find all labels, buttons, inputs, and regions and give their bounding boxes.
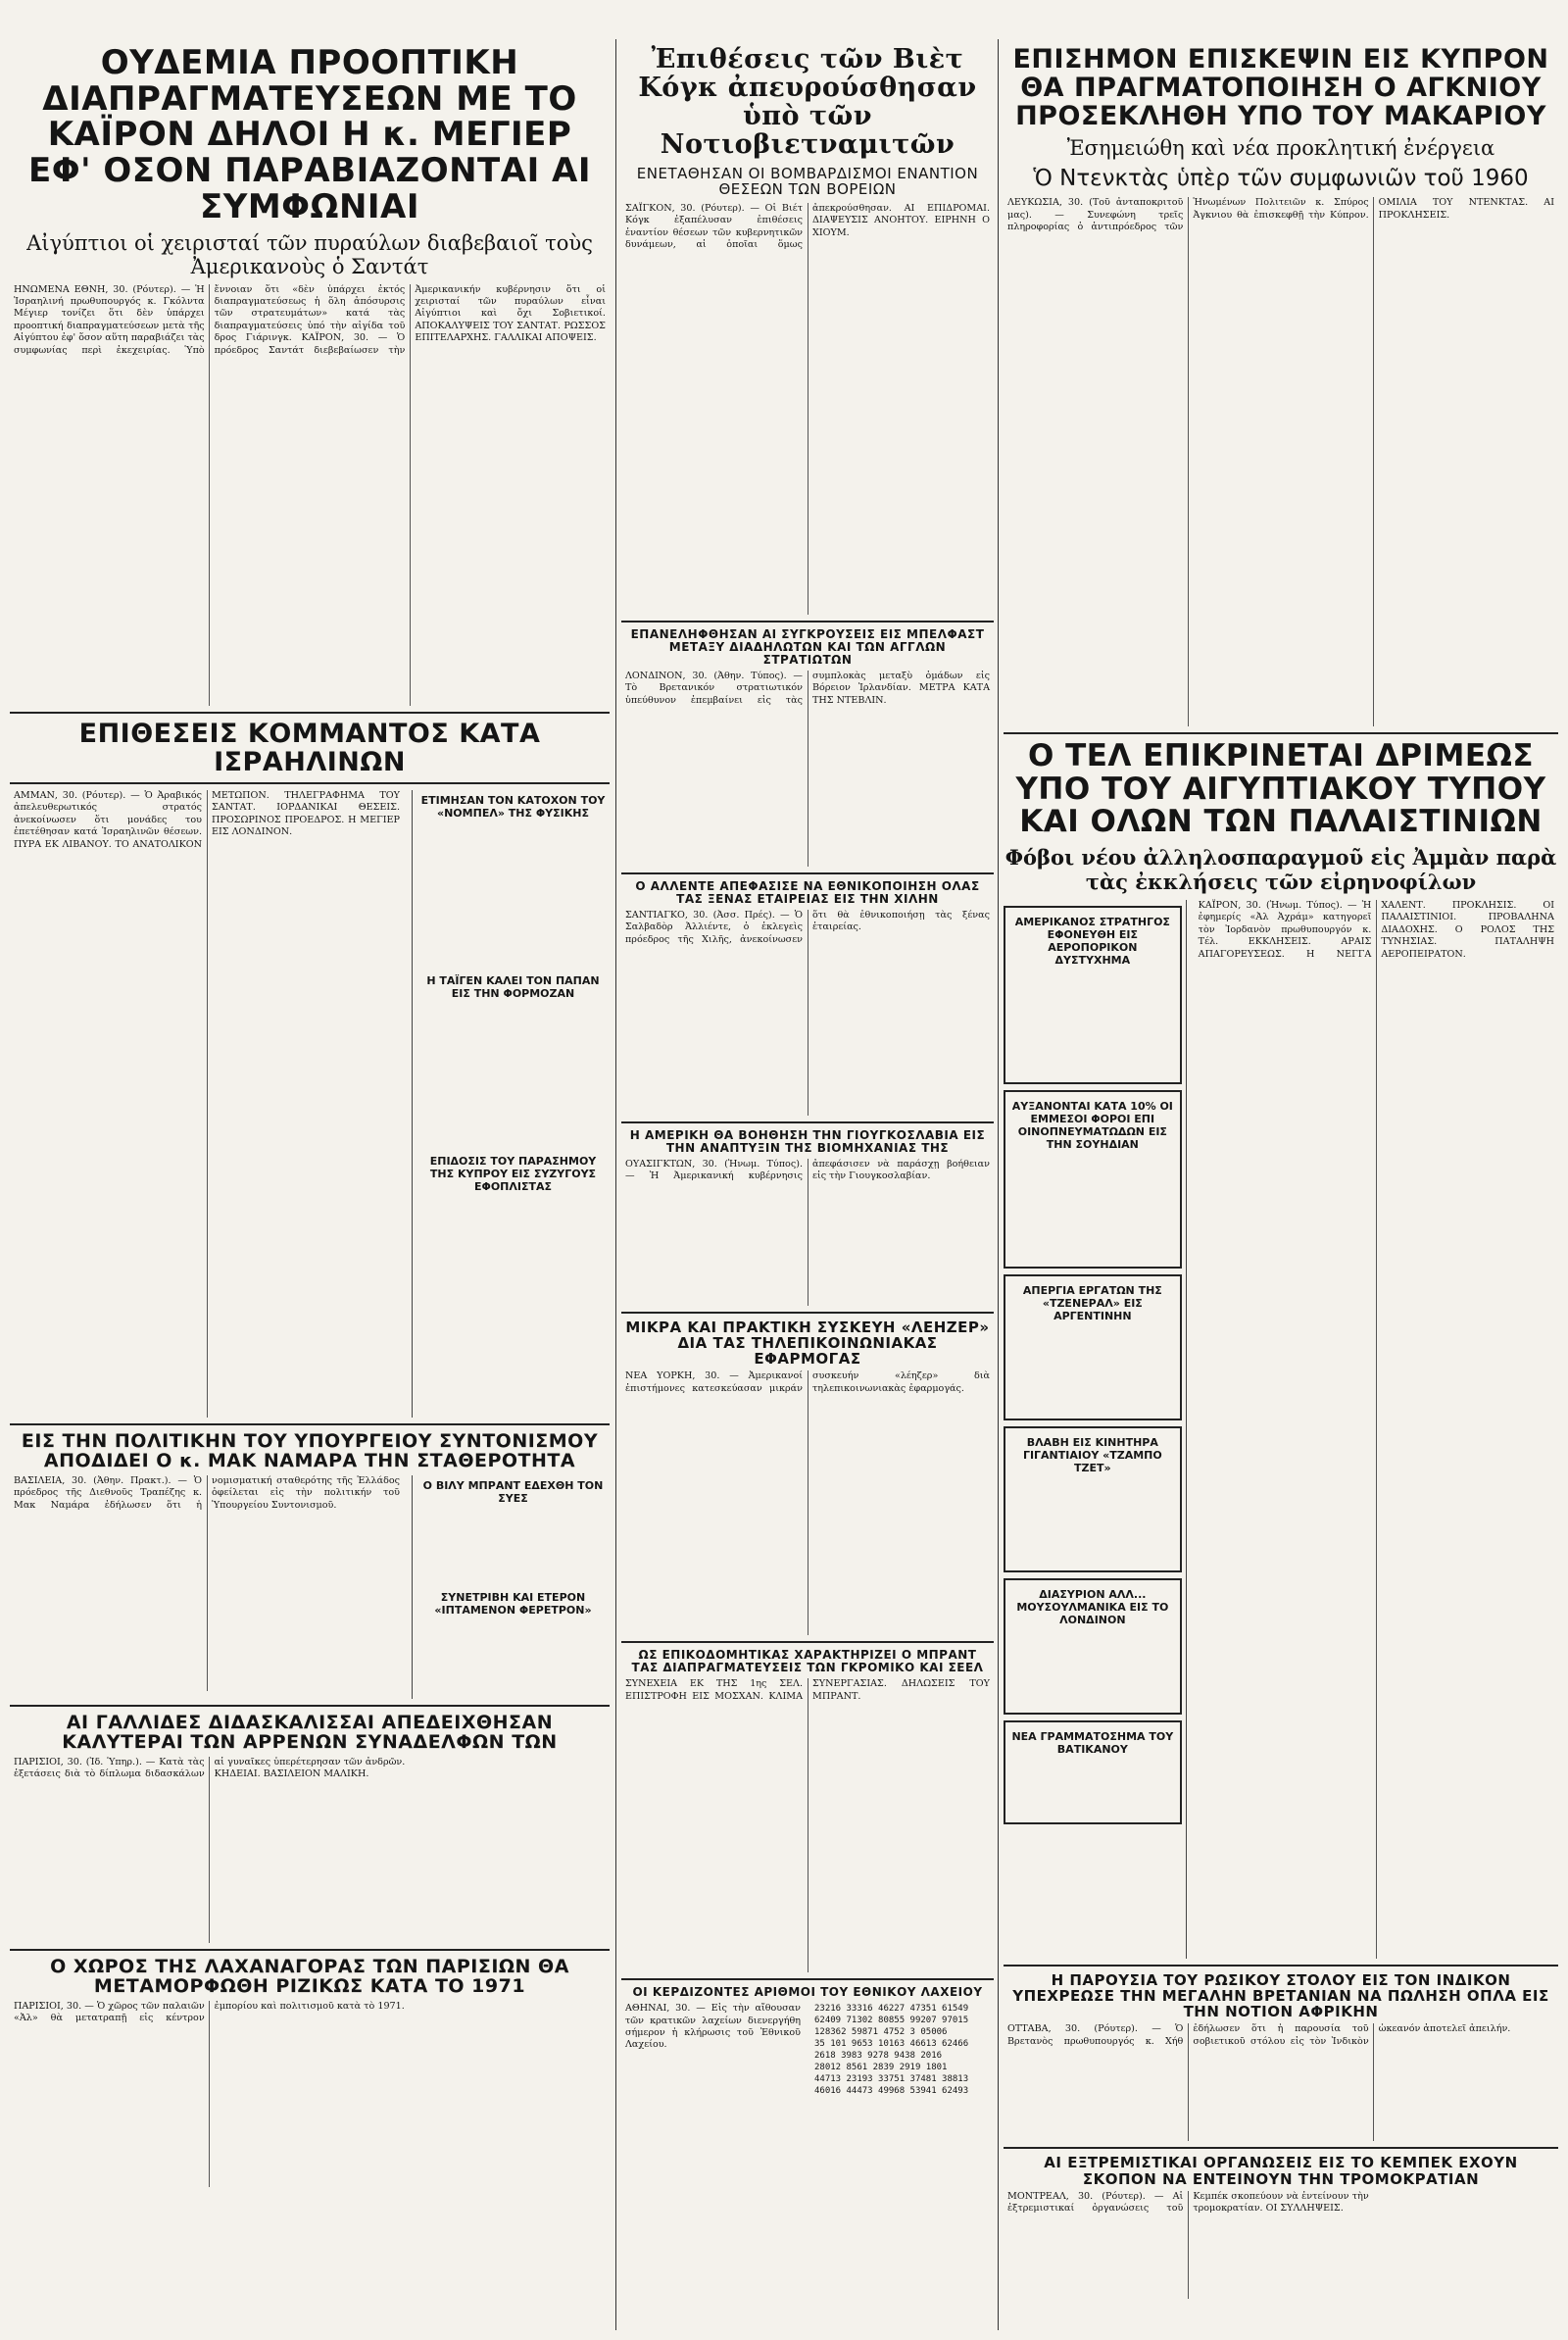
article-tell-body xyxy=(1199,900,1554,1959)
article-lottery-body xyxy=(625,2003,801,2179)
article-text: ΟΤΤΑΒΑ, 30. (Ρόυτερ). — Ὁ Βρετανὸς πρωθυπουργός κ. Χήθ ἐδήλωσεν ὅτι ἡ παρουσία τοῦ σοβιετικοῦ στόλου εἰς τὸν Ἰνδικὸν ὠκεανόν ἀποτελεῖ ἀπειλήν. xyxy=(1007,2023,1511,2047)
headline-agnew-cyprus: ΕΠΙΣΗΜΟΝ ΕΠΙΣΚΕΨΙΝ ΕΙΣ ΚΥΠΡΟΝ ΘΑ ΠΡΑΓΜΑΤΟΠΟΙΗΣΗ Ο ΑΓΚΝΙΟΥ ΠΡΟΣΕΚΛΗΘΗ ΥΠΟ ΤΟΥ ΜΑΚΑΡΙΟΥ xyxy=(1012,44,1549,132)
divider xyxy=(1004,1965,1558,1967)
divider xyxy=(621,621,994,622)
box-stamps-body xyxy=(1013,1760,1172,1818)
box-nobel-title: ΕΤΙΜΗΣΑΝ ΤΟΝ ΚΑΤΟΧΟΝ ΤΟΥ «ΝΟΜΠΕΛ» ΤΗΣ ΦΥΣΙΚΗΣ xyxy=(420,793,606,820)
divider xyxy=(10,1705,610,1707)
subhead-sadat: Αἰγύπτιοι οἱ χειρισταί τῶν πυραύλων διαβεβαιοῖ τοὺς Ἀμερικανοὺς ὁ Σαντάτ xyxy=(26,230,593,278)
headline-commandos: ΕΠΙΘΕΣΕΙΣ ΚΟΜΜΑΝΤΟΣ ΚΑΤΑ ΙΣΡΑΗΛΙΝΩΝ xyxy=(78,718,541,777)
divider xyxy=(10,1949,610,1951)
headline-laser: ΜΙΚΡΑ ΚΑΙ ΠΡΑΚΤΙΚΗ ΣΥΣΚΕΥΗ «ΛΕΗΖΕΡ» ΔΙΑ ΤΑΣ ΤΗΛΕΠΙΚΟΙΝΩΝΙΑΚΑΣ ΕΦΑΡΜΟΓΑΣ xyxy=(625,1318,990,1369)
box-taiwan-title: Η ΤΑΪΓΕΝ ΚΑΛΕΙ ΤΟΝ ΠΑΠΑΝ ΕΙΣ ΤΗΝ ΦΟΡΜΟΖΑΝ xyxy=(426,973,600,1000)
box-strike xyxy=(1004,1274,1182,1420)
article-teachers-body xyxy=(14,1757,606,1943)
sidebar-boxes xyxy=(412,790,610,1418)
column-right xyxy=(1004,39,1558,2333)
headline-teachers: ΑΙ ΓΑΛΛΙΔΕΣ ΔΙΔΑΣΚΑΛΙΣΣΑΙ ΑΠΕΔΕΙΧΘΗΣΑΝ ΚΑΛΥΤΕΡΑΙ ΤΩΝ ΑΡΡΕΝΩΝ ΣΥΝΑΔΕΛΦΩΝ ΤΩΝ xyxy=(62,1711,558,1754)
column-left xyxy=(10,39,610,2333)
article-text: ΠΑΡΙΣΙΟΙ, 30. (Ἰδ. Ὑπηρ.). — Κατὰ τὰς ἐξετάσεις διὰ τὸ δίπλωμα διδασκάλων αἱ γυναῖκες ὑπερέτερησαν τῶν ἀνδρῶν. ΚΗΔΕΙΑΙ. ΒΑΣΙΛΕΙΟΝ ΜΑΛΙΚΗ. xyxy=(14,1756,406,1780)
article-russian-fleet-body xyxy=(1007,2023,1554,2141)
article-yugoslavia-body xyxy=(625,1159,990,1306)
divider xyxy=(1004,2147,1558,2149)
lottery-numbers: 23216 33316 46227 47351 61549 62409 71302 80855 99207 97015 128362 59871 4752 3 05006 35 101 9653 10163 46613 62466 2618 3983 9278 9438 2016 28012 8561 2839 2919 1801 44713 23193 33751 37481 38813 46016 44473 49968 53941 62493 xyxy=(814,2004,969,2097)
box-taiwan-body xyxy=(420,1004,606,1151)
headline-lottery: ΟΙ ΚΕΡΔΙΖΟΝΤΕΣ ΑΡΙΘΜΟΙ ΤΟΥ ΕΘΝΙΚΟΥ ΛΑΧΕΙΟΥ xyxy=(632,1985,983,2000)
divider xyxy=(10,1423,610,1425)
article-mcnamara-body xyxy=(14,1475,400,1691)
box-muslim xyxy=(1004,1578,1182,1715)
box-brandt-title: Ο ΒΙΛΥ ΜΠΡΑΝΤ ΕΔΕΧΘΗ ΤΟΝ ΣΥΕΣ xyxy=(422,1478,604,1505)
article-laser-body xyxy=(625,1370,990,1635)
headline-russian-fleet: Η ΠΑΡΟΥΣΙΑ ΤΟΥ ΡΩΣΙΚΟΥ ΣΤΟΛΟΥ ΕΙΣ ΤΟΝ ΙΝΔΙΚΟΝ ΥΠΕΧΡΕΩΣΕ ΤΗΝ ΜΕΓΑΛΗΝ ΒΡΕΤΑΝΙΑΝ ΝΑ ΠΩΛΗΣΗ ΟΠΛΑ ΕΙΣ ΤΗΝ ΝΟΤΙΟΝ ΑΦΡΙΚΗΝ xyxy=(1012,1970,1549,2021)
article-vietcong-body xyxy=(625,203,990,615)
subhead-denktash: Ὁ Ντενκτὰς ὑπὲρ τῶν συμφωνιῶν τοῦ 1960 xyxy=(1033,166,1529,192)
article-text: ΜΟΝΤΡΕΑΛ, 30. (Ρόυτερ). — Αἱ ἐξτρεμιστικαί ὀργανώσεις τοῦ Κεμπέκ σκοπεύουν νὰ ἐντείνουν τὴν τρομοκρατίαν. ΟΙ ΣΥΛΛΗΨΕΙΣ. xyxy=(1007,2190,1369,2215)
column-rule xyxy=(998,39,999,2330)
article-allende-body xyxy=(625,910,990,1116)
mcnamara-section xyxy=(10,1475,610,1699)
column-middle xyxy=(621,39,994,2333)
article-text: ΝΕΑ ΥΟΡΚΗ, 30. — Ἀμερικανοί ἐπιστήμονες κατεσκεύασαν μικράν συσκευήν «λέηζερ» διὰ τηλεπικοινωνιακὰς ἐφαρμογάς. xyxy=(625,1370,990,1394)
tell-section xyxy=(1004,900,1558,1959)
article-text: ΛΟΝΔΙΝΟΝ, 30. (Ἀθην. Τύπος). — Τὸ Βρετανικόν στρατιωτικόν ὑπεύθυνον ἐπεμβαίνει εἰς τὰς συμπλοκὰς μεταξὺ ὁμάδων εἰς Βόρειον Ἰρλανδίαν. ΜΕΤΡΑ ΚΑΤΑ ΤΗΣ ΝΤΕΒΛΙΝ. xyxy=(625,670,990,706)
article-brandt-talks-body xyxy=(625,1678,990,1972)
box-coffin-body xyxy=(420,1620,606,1699)
divider xyxy=(621,1978,994,1980)
box-general-body xyxy=(1013,971,1172,1078)
box-strike-body xyxy=(1013,1326,1172,1415)
headline-brandt-talks: ΩΣ ΕΠΙΚΟΔΟΜΗΤΙΚΑΣ ΧΑΡΑΚΤΗΡΙΖΕΙ Ο ΜΠΡΑΝΤ ΤΑΣ ΔΙΑΠΡΑΓΜΑΤΕΥΣΕΙΣ ΤΩΝ ΓΚΡΟΜΙΚΟ ΚΑΙ ΣΕΕΛ xyxy=(631,1648,984,1675)
headline-allende: Ο ΑΛΛΕΝΤΕ ΑΠΕΦΑΣΙΣΕ ΝΑ ΕΘΝΙΚΟΠΟΙΗΣΗ ΟΛΑΣ ΤΑΣ ΞΕΝΑΣ ΕΤΑΙΡΕΙΑΣ ΕΙΣ ΤΗΝ ΧΙΛΗΝ xyxy=(635,878,980,906)
article-text: ΑΘΗΝΑΙ, 30. — Εἰς τὴν αἴθουσαν τῶν κρατικῶν λαχείων διενεργήθη σήμερον ἡ κλήρωσις τοῦ Ἐθνικοῦ Λαχείου. xyxy=(625,2003,801,2051)
article-text: ΑΜΜΑΝ, 30. (Ρόυτερ). — Ὁ Ἀραβικός ἀπελευθερωτικός στρατός ἀνεκοίνωσεν ὅτι μονάδες του ἐπετέθησαν κατά Ἰσραηλινῶν θέσεων. ΠΥΡΑ ΕΚ ΛΙΒΑΝΟΥ. ΤΟ ΑΝΑΤΟΛΙΚΟΝ ΜΕΤΩΠΟΝ. ΤΗΛΕΓΡΑΦΗΜΑ ΤΟΥ ΣΑΝΤΑΤ. ΙΟΡΔΑΝΙΚΑΙ ΘΕΣΕΙΣ. ΠΡΟΣΩΡΙΝΟΣ ΠΡΟΕΔΡΟΣ. Η ΜΕΓΙΕΡ ΕΙΣ ΛΟΝΔΙΝΟΝ. xyxy=(14,789,400,850)
lottery-section xyxy=(621,2003,994,2179)
headline-quebec: ΑΙ ΕΞΤΡΕΜΙΣΤΙΚΑΙ ΟΡΓΑΝΩΣΕΙΣ ΕΙΣ ΤΟ ΚΕΜΠΕΚ ΕΧΟΥΝ ΣΚΟΠΟΝ ΝΑ ΕΝΤΕΙΝΟΥΝ ΤΗΝ ΤΡΟΜΟΚΡΑΤΙΑΝ xyxy=(1044,2154,1518,2188)
box-brandt-body xyxy=(420,1509,606,1587)
box-jumbo-body xyxy=(1013,1478,1172,1567)
headline-yugoslavia: Η ΑΜΕΡΙΚΗ ΘΑ ΒΟΗΘΗΣΗ ΤΗΝ ΓΙΟΥΓΚΟΣΛΑΒΙΑ ΕΙΣ ΤΗΝ ΑΝΑΠΤΥΞΙΝ ΤΗΣ ΒΙΟΜΗΧΑΝΙΑΣ ΤΗΣ xyxy=(629,1127,986,1155)
divider xyxy=(10,712,610,714)
article-agnew-body xyxy=(1007,197,1554,726)
box-general xyxy=(1004,906,1182,1084)
article-text: ΣΥΝΕΧΕΙΑ ΕΚ ΤΗΣ 1ης ΣΕΛ. ΕΠΙΣΤΡΟΦΗ ΕΙΣ ΜΟΣΧΑΝ. ΚΛΙΜΑ ΣΥΝΕΡΓΑΣΙΑΣ. ΔΗΛΩΣΕΙΣ ΤΟΥ ΜΠΡΑΝΤ. xyxy=(625,1678,990,1702)
divider xyxy=(1004,732,1558,734)
box-muslim-body xyxy=(1013,1630,1172,1709)
article-text: ΣΑΝΤΙΑΓΚΟ, 30. (Ἀσσ. Πρές). — Ὁ Σαλβαδὸρ Ἀλλιέντε, ὁ ἐκλεγεὶς πρόεδρος τῆς Χιλῆς, ἀνεκοίνωσεν ὅτι θὰ ἐθνικοποιήσῃ τὰς ξένας ἑταιρείας. xyxy=(625,909,990,945)
article-text: ΣΑΪΓΚΟΝ, 30. (Ρόυτερ). — Οἱ Βιέτ Κόγκ ἐξαπέλυσαν ἐπιθέσεις ἐναντίον θέσεων τῶν κυβερνητικῶν δυνάμεων, αἱ ὁποῖαι ὅμως ἀπεκρούσθησαν. ΑΙ ΕΠΙΔΡΟΜΑΙ. ΔΙΑΨΕΥΣΙΣ ΑΝΟΗΤΟΥ. ΕΙΡΗΝΗ Ο ΧΙΟΥΜ. xyxy=(625,203,990,251)
sidebar-boxes-2 xyxy=(412,1475,610,1699)
box-stamps xyxy=(1004,1720,1182,1824)
box-coffin-title: ΣΥΝΕΤΡΙΒΗ ΚΑΙ ΕΤΕΡΟΝ «ΙΠΤΑΜΕΝΟΝ ΦΕΡΕΤΡΟΝ» xyxy=(434,1590,592,1617)
box-strike-title: ΑΠΕΡΓΙΑ ΕΡΓΑΤΩΝ ΤΗΣ «ΤΖΕΝΕΡΑΛ» ΕΙΣ ΑΡΓΕΝΤΙΝΗΝ xyxy=(1022,1283,1162,1322)
headline-tell: Ο ΤΕΛ ΕΠΙΚΡΙΝΕΤΑΙ ΔΡΙΜΕΩΣ ΥΠΟ ΤΟΥ ΑΙΓΥΠΤΙΑΚΟΥ ΤΥΠΟΥ ΚΑΙ ΟΛΩΝ ΤΩΝ ΠΑΛΑΙΣΤΙΝΙΩΝ xyxy=(1015,738,1546,840)
box-cyprus-medal-title: ΕΠΙΔΟΣΙΣ ΤΟΥ ΠΑΡΑΣΗΜΟΥ ΤΗΣ ΚΥΠΡΟΥ ΕΙΣ ΣΥΖΥΓΟΥΣ ΕΦΟΠΛΙΣΤΑΣ xyxy=(429,1154,597,1193)
box-general-title: ΑΜΕΡΙΚΑΝΟΣ ΣΤΡΑΤΗΓΟΣ ΕΦΟΝΕΥΘΗ ΕΙΣ ΑΕΡΟΠΟΡΙΚΟΝ ΔΥΣΤΥΧΗΜΑ xyxy=(1014,915,1170,967)
box-jumbo xyxy=(1004,1426,1182,1572)
commandos-section xyxy=(10,790,610,1418)
divider xyxy=(621,1121,994,1123)
article-text: ΗΝΩΜΕΝΑ ΕΘΝΗ, 30. (Ρόυτερ). — Ἡ Ἰσραηλινή πρωθυπουργός κ. Γκόλντα Μέγιερ τονίζει ὅτι δὲν ὑπάρχει προοπτική διαπραγματεύσεων μετὰ τῆς Αἰγύπτου ἐφ' ὅσον αὕτη παραβιάζει τὰς συμφωνίας περὶ ἐκεχειρίας. Ὑπὸ ἔννοιαν ὅτι «δὲν ὑπάρχει ἐκτός διαπραγματεύσεως ἡ ὅλη ἀπόσυρσις τῶν στρατευμάτων» κατά τὰς διαπραγματεύσεις ὑπό τὴν αἰγίδα τοῦ δρος Γιάρινγκ. xyxy=(14,283,406,356)
article-quebec-body xyxy=(1007,2191,1554,2299)
article-meir-body xyxy=(14,284,606,706)
subhead-bombing: ΕΝΕΤΑΘΗΣΑΝ ΟΙ ΒΟΜΒΑΡΔΙΣΜΟΙ ΕΝΑΝΤΙΟΝ ΘΕΣΕΩΝ ΤΩΝ ΒΟΡΕΙΩΝ xyxy=(636,164,979,198)
box-taxes-title: ΑΥΞΑΝΟΝΤΑΙ ΚΑΤΑ 10% ΟΙ ΕΜΜΕΣΟΙ ΦΟΡΟΙ ΕΠΙ ΟΙΝΟΠΝΕΥΜΑΤΩΔΩΝ ΕΙΣ ΤΗΝ ΣΟΥΗΔΙΑΝ xyxy=(1011,1099,1173,1151)
headline-belfast: ΕΠΑΝΕΛΗΦΘΗΣΑΝ ΑΙ ΣΥΓΚΡΟΥΣΕΙΣ ΕΙΣ ΜΠΕΛΦΑΣΤ ΜΕΤΑΞΥ ΔΙΑΔΗΛΩΤΩΝ ΚΑΙ ΤΩΝ ΑΓΓΛΩΝ ΣΤΡΑΤΙΩΤΩΝ xyxy=(630,627,985,667)
box-taxes xyxy=(1004,1090,1182,1269)
article-belfast-body xyxy=(625,671,990,867)
column-rule xyxy=(615,39,616,2330)
subhead-amman: Φόβοι νέου ἀλληλοσπαραγμοῦ εἰς Ἀμμὰν παρὰ τὰς ἐκκλήσεις τῶν εἰρηνοφίλων xyxy=(1004,844,1557,894)
article-text: ΠΑΡΙΣΙΟΙ, 30. — Ὁ χῶρος τῶν παλαιῶν «Ἀλ» θὰ μετατραπῇ εἰς κέντρον ἐμπορίου καὶ πολιτισμοῦ κατὰ τὸ 1971. xyxy=(14,2001,405,2024)
subhead-provocation: Ἐσημειώθη καὶ νέα προκλητική ἐνέργεια xyxy=(1066,136,1495,161)
headline-meir: ΟΥΔΕΜΙΑ ΠΡΟΟΠΤΙΚΗ ΔΙΑΠΡΑΓΜΑΤΕΥΣΕΩΝ ΜΕ ΤΟ ΚΑΪΡΟΝ ΔΗΛΟΙ Η κ. ΜΕΓΙΕΡ ΕΦ' ΟΣΟΝ ΠΑΡΑΒΙΑΖΟΝΤΑΙ ΑΙ ΣΥΜΦΩΝΙΑΙ xyxy=(27,43,592,226)
article-text: ΟΥΑΣΙΓΚΤΩΝ, 30. (Ἡνωμ. Τύπος). — Ἡ Ἀμερικανική κυβέρνησις ἀπεφάσισεν νὰ παράσχῃ βοήθειαν εἰς τὴν Γιουγκοσλαβίαν. xyxy=(625,1158,990,1182)
box-muslim-title: ΔΙΑΣΥΡΙΟΝ ΑΛΛ... ΜΟΥΣΟΥΛΜΑΝΙΚΑ ΕΙΣ ΤΟ ΛΟΝΔΙΝΟΝ xyxy=(1016,1587,1169,1626)
box-jumbo-title: ΒΛΑΒΗ ΕΙΣ ΚΙΝΗΤΗΡΑ ΓΙΓΑΝΤΙΑΙΟΥ «ΤΖΑΜΠΟ ΤΖΕΤ» xyxy=(1022,1435,1162,1474)
article-text: ΚΑΪΡΟΝ, 30. (Ἡνωμ. Τύπος). — Ἡ ἐφημερίς «Ἀλ Ἀχράμ» κατηγορεῖ τὸν Ἰορδανὸν πρωθυπουργόν κ. Τέλ. ΕΚΚΛΗΣΕΙΣ. ΑΡΑΙΣ ΑΠΑΓΟΡΕΥΣΕΩΣ. Η ΝΕΓΓΑ ΧΑΛΕΝΤ. ΠΡΟΚΛΗΣΙΣ. ΟΙ ΠΑΛΑΙΣΤΙΝΙΟΙ. ΠΡΟΒΑΛΗΝΑ ΔΙΑΔΟΧΗΣ. Ο ΡΟΛΟΣ ΤΗΣ ΤΥΝΗΣΙΑΣ. ΠΑΤΑΛΗΨΗ ΑΕΡΟΠΕΙΡΑΤΟΝ. xyxy=(1198,899,1554,960)
article-text: ΛΕΥΚΩΣΙΑ, 30. (Τοῦ ἀνταποκριτοῦ μας). — Συνεφώνη τρεῖς πληροφορίας ὁ ἀντιπρόεδρος τῶν Ἡνωμένων Πολιτειῶν κ. Σπύρος Ἀγκνιου θὰ ἐπισκεφθῇ τὴν Κύπρον. ΟΜΙΛΙΑ ΤΟΥ ΝΤΕΝΚΤΑΣ. ΑΙ ΠΡΟΚΛΗΣΕΙΣ. xyxy=(1007,197,1554,233)
headline-vietcong: Ἐπιθέσεις τῶν Βιὲτ Κόγκ ἀπευρούσθησαν ὑπὸ τῶν Νοτιοβιετναμιτῶν xyxy=(638,44,977,161)
divider xyxy=(621,872,994,874)
divider xyxy=(621,1641,994,1643)
box-taxes-body xyxy=(1013,1155,1172,1263)
article-text: ΚΑΪΡΟΝ, 30. — Ὁ πρόεδρος Σαντάτ διεβεβαίωσεν τὴν Ἀμερικανικήν κυβέρνησιν ὅτι οἱ χειρισταί τῶν πυραύλων εἶναι Αἰγύπτιοι καὶ ὄχι Σοβιετικοί. ΑΠΟΚΑΛΥΨΕΙΣ ΤΟΥ ΣΑΝΤΑΤ. ΡΩΣΣΟΣ ΕΠΙΤΕΛΑΡΧΗΣ. ΓΑΛΛΙΚΑΙ ΑΠΟΨΕΙΣ. xyxy=(214,283,606,356)
article-commandos-body xyxy=(14,790,400,1418)
headline-mcnamara: ΕΙΣ ΤΗΝ ΠΟΛΙΤΙΚΗΝ ΤΟΥ ΥΠΟΥΡΓΕΙΟΥ ΣΥΝΤΟΝΙΣΜΟΥ ΑΠΟΔΙΔΕΙ Ο κ. ΜΑΚ ΝΑΜΑΡΑ ΤΗΝ ΣΤΑΘΕΡΟΤΗΤΑ xyxy=(21,1429,599,1472)
headline-paris-market: Ο ΧΩΡΟΣ ΤΗΣ ΛΑΧΑΝΑΓΟΡΑΣ ΤΩΝ ΠΑΡΙΣΙΩΝ ΘΑ ΜΕΤΑΜΟΡΦΩΘΗ ΡΙΖΙΚΩΣ ΚΑΤΑ ΤΟ 1971 xyxy=(50,1955,569,1998)
article-text: ΒΑΣΙΛΕΙΑ, 30. (Ἀθην. Πρακτ.). — Ὁ πρόεδρος τῆς Διεθνοῦς Τραπέζης κ. Μακ Ναμάρα ἐδήλωσεν ὅτι ἡ νομισματική σταθερότης τῆς Ἑλλάδος ὀφείλεται εἰς τὴν πολιτικήν τοῦ Ὑπουργείου Συντονισμοῦ. xyxy=(14,1474,400,1511)
article-paris-market-body xyxy=(14,2001,606,2187)
divider xyxy=(10,782,610,784)
box-stamps-title: ΝΕΑ ΓΡΑΜΜΑΤΟΣΗΜΑ ΤΟΥ ΒΑΤΙΚΑΝΟΥ xyxy=(1011,1729,1174,1756)
box-nobel-body xyxy=(420,823,606,971)
box-cyprus-medal-body xyxy=(420,1197,606,1344)
sidebar-boxes-3 xyxy=(1004,900,1187,1959)
divider xyxy=(621,1312,994,1314)
